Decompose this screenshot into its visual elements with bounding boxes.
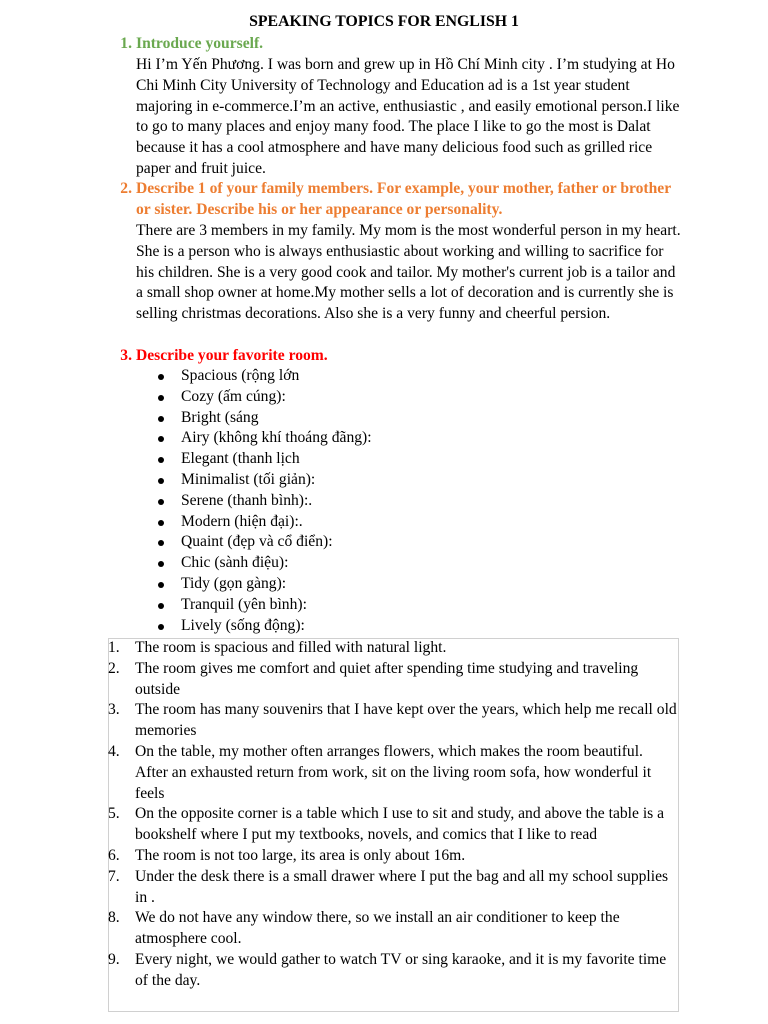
vocab-text: Cozy (ấm cúng): xyxy=(181,387,286,405)
vocab-text: Spacious (rộng lớn xyxy=(181,367,300,384)
item-text: Under the desk there is a small drawer where I put the bag and all my school supplies in . xyxy=(135,867,669,906)
vocab-text: Quaint (đẹp và cổ điển): xyxy=(181,533,333,551)
item-number: 5. xyxy=(108,805,120,823)
list-item xyxy=(108,950,678,992)
answer-2-paragraph: There are 3 members in my family. My mom is the most wonderful person in my heart. She is a person who is always enthusiastic about working and willing to sacrifice for his children. She is a very good cook and tailor. My mother's current job is a tailor and a small shop owner at home.My mother sells a lot of decoration and is currently she is selling christmas decorations. Also she is a very funny and cheerful persion. xyxy=(136,222,681,323)
answer-1-paragraph: Hi I’m Yến Phương. I was born and grew up in Hồ Chí Minh city . I’m studying at Ho Chi Minh City University of Technology and Education ad is a 1st year student majoring in e-commerce.I’m an active, enthusiastic , and easily emotional person.I like to go to many places and enjoy many food. The place I like to go the most is Dalat because it has a cool atmosphere and have many delicious food such as grilled rice paper and fruit juice. xyxy=(136,56,680,177)
question-3-number: 3. xyxy=(120,347,132,364)
list-item xyxy=(108,742,678,804)
bullet-icon xyxy=(158,374,164,380)
list-item xyxy=(108,846,678,867)
item-text: The room is spacious and filled with natural light. xyxy=(135,639,447,656)
item-text: On the opposite corner is a table which I use to sit and study, and above the table is a bookshelf where I put my textbooks, novels, and comics that I like to read xyxy=(135,805,665,844)
vocab-text: Modern (hiện đại):. xyxy=(181,512,303,530)
list-item xyxy=(108,804,678,846)
question-3 xyxy=(110,346,680,367)
question-1 xyxy=(110,34,680,55)
bullet-icon xyxy=(158,436,164,442)
list-item xyxy=(108,638,678,659)
list-item xyxy=(136,387,372,408)
bullet-icon xyxy=(158,624,164,630)
item-text: The room gives me comfort and quiet after spending time studying and traveling outside xyxy=(135,659,639,698)
vocab-text: Airy (không khí thoáng đãng): xyxy=(181,429,372,447)
item-number: 3. xyxy=(108,701,120,719)
vocab-text: Bright (sáng xyxy=(181,408,259,426)
bullet-icon xyxy=(158,395,164,401)
list-item xyxy=(108,700,678,742)
list-item xyxy=(108,867,678,909)
vocab-text: Tranquil (yên bình): xyxy=(181,595,307,613)
vocab-text: Tidy (gọn gàng): xyxy=(181,574,287,592)
list-item xyxy=(108,659,678,701)
vocab-text: Lively (sống động): xyxy=(181,616,305,634)
item-number: 1. xyxy=(108,639,120,656)
list-item xyxy=(136,428,372,449)
list-item xyxy=(136,512,372,533)
vocab-text: Serene (thanh bình):. xyxy=(181,491,313,509)
bullet-icon xyxy=(158,416,164,422)
list-item xyxy=(136,616,372,637)
bullet-icon xyxy=(158,520,164,526)
question-1-number: 1. xyxy=(120,35,132,52)
document-title: SPEAKING TOPICS FOR ENGLISH 1 xyxy=(249,13,519,30)
item-number: 7. xyxy=(108,867,120,885)
bullet-icon xyxy=(158,582,164,588)
bullet-icon xyxy=(158,540,164,546)
item-number: 6. xyxy=(108,846,120,864)
item-text: On the table, my mother often arranges flowers, which makes the room beautiful. After an exhausted return from work, sit on the living room sofa, how wonderful it feels xyxy=(135,742,652,802)
vocabulary-list xyxy=(136,366,372,636)
bullet-icon xyxy=(158,603,164,609)
list-item xyxy=(136,532,372,553)
item-number: 2. xyxy=(108,659,120,677)
item-number: 8. xyxy=(108,909,120,927)
vocab-text: Chic (sành điệu): xyxy=(181,554,289,572)
question-3-text: Describe your favorite room. xyxy=(136,347,328,364)
bullet-icon xyxy=(158,561,164,567)
item-text: We do not have any window there, so we install an air conditioner to keep the atmosphere cool. xyxy=(135,909,620,948)
list-item xyxy=(136,449,372,470)
list-item xyxy=(136,408,372,429)
bullet-icon xyxy=(158,499,164,505)
item-number: 4. xyxy=(108,742,120,760)
list-item xyxy=(136,553,372,574)
question-2-number: 2. xyxy=(120,180,132,197)
item-text: The room has many souvenirs that I have kept over the years, which help me recall old memories xyxy=(135,701,677,740)
item-text: The room is not too large, its area is only about 16m. xyxy=(135,846,466,864)
item-number: 9. xyxy=(108,950,120,968)
bullet-icon xyxy=(158,457,164,463)
question-1-text: Introduce yourself. xyxy=(136,35,264,52)
question-2-text: Describe 1 of your family members. For example, your mother, father or brother or sister. Describe his or her appearance or personality. xyxy=(136,180,671,218)
vocab-text: Minimalist (tối giản): xyxy=(181,470,316,488)
list-item xyxy=(136,366,372,387)
vocab-text: Elegant (thanh lịch xyxy=(181,450,300,468)
sentences-list xyxy=(108,638,678,992)
list-item xyxy=(136,595,372,616)
item-text: Every night, we would gather to watch TV or sing karaoke, and it is my favorite time of the day. xyxy=(135,950,667,989)
list-item xyxy=(108,908,678,950)
list-item xyxy=(136,470,372,491)
question-2 xyxy=(110,179,680,221)
bullet-icon xyxy=(158,478,164,484)
list-item xyxy=(136,574,372,595)
list-item xyxy=(136,491,372,512)
